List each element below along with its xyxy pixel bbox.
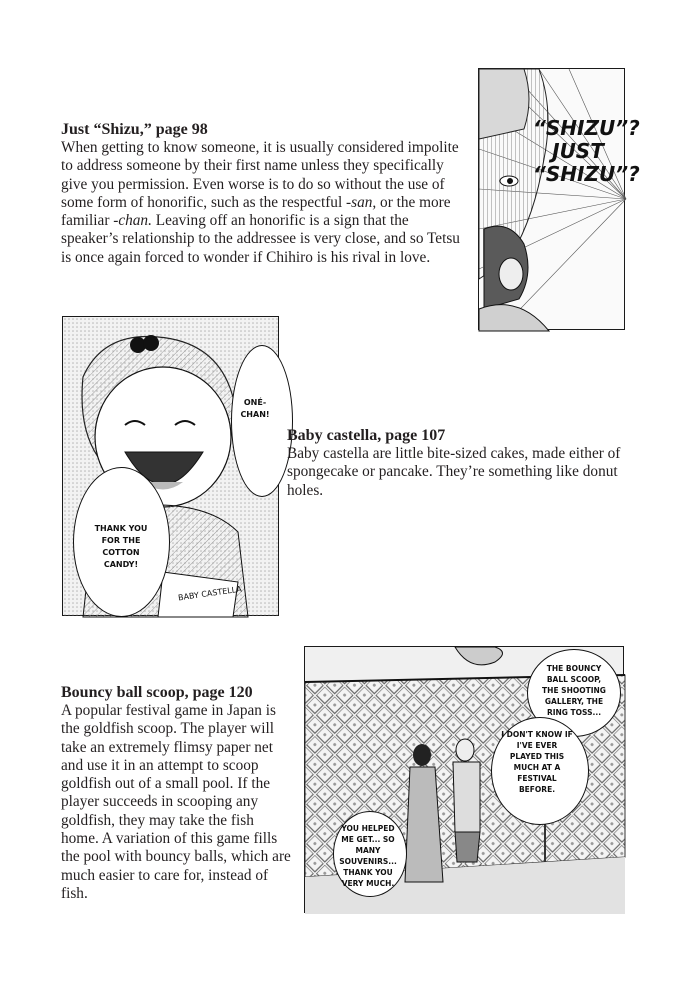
manga-panel-castella	[62, 316, 279, 616]
sfx-line: “SHIZU”?	[533, 162, 640, 186]
sfx-line: JUST	[552, 139, 604, 163]
note-title: Just “Shizu,” page 98	[61, 121, 208, 138]
note-baby-castella	[287, 426, 632, 500]
note-body: When getting to know someone, it is usually considered impolite to address someone by their first name unless they specifically give you permission. Even worse is to do so without the use of some form of honorific, such as the respectful -san, or the more familiar -chan. Leaving off an honorific is a sign that the speaker’s relationship to the addressee is very close, and so Tetsu is once again forced to wonder if Chihiro is his rival in love.	[61, 139, 460, 266]
bubble-souvenirs: YOU HELPED ME GET... SO MANY SOUVENIRS... THANK YOU VERY MUCH.	[339, 824, 397, 888]
bag-label: BABY CASTELLA	[177, 584, 243, 603]
note-body: Baby castella are little bite-sized cakes, made either of spongecake or pancake. They’re something like donut holes.	[287, 445, 621, 499]
sfx-line: “SHIZU”?	[533, 116, 640, 140]
note-body: A popular festival game in Japan is the goldfish scoop. The player will take an extremely flimsy paper net and use it in an attempt to scoop goldfish out of a small pool. If the player succeeds in scooping any goldfish, they may take the fish home. A variation of this game fills the pool with bouncy balls, which are much easier to care for, instead of fish.	[61, 702, 291, 902]
bubble-festival: I DON'T KNOW IF I'VE EVER PLAYED THIS MUCH AT A FESTIVAL BEFORE.	[501, 730, 573, 794]
sfx-shizu	[533, 116, 640, 186]
note-title: Bouncy ball scoop, page 120	[61, 684, 253, 701]
bubble-one-chan: ONÉ-CHAN!	[240, 398, 270, 419]
speech-bubble	[231, 345, 293, 497]
manga-panel-festival	[304, 646, 624, 913]
manga-panel-shizu	[478, 68, 640, 330]
bubble-thank-you: THANK YOU FOR THE COTTON CANDY!	[94, 524, 148, 569]
note-title: Baby castella, page 107	[287, 427, 446, 444]
note-bouncy-ball	[61, 683, 291, 903]
panel-art-shizu	[479, 69, 640, 331]
note-shizu	[61, 120, 467, 267]
bubble-bouncy-scoop: THE BOUNCY BALL SCOOP, THE SHOOTING GALLERY, THE RING TOSS...	[542, 664, 606, 717]
